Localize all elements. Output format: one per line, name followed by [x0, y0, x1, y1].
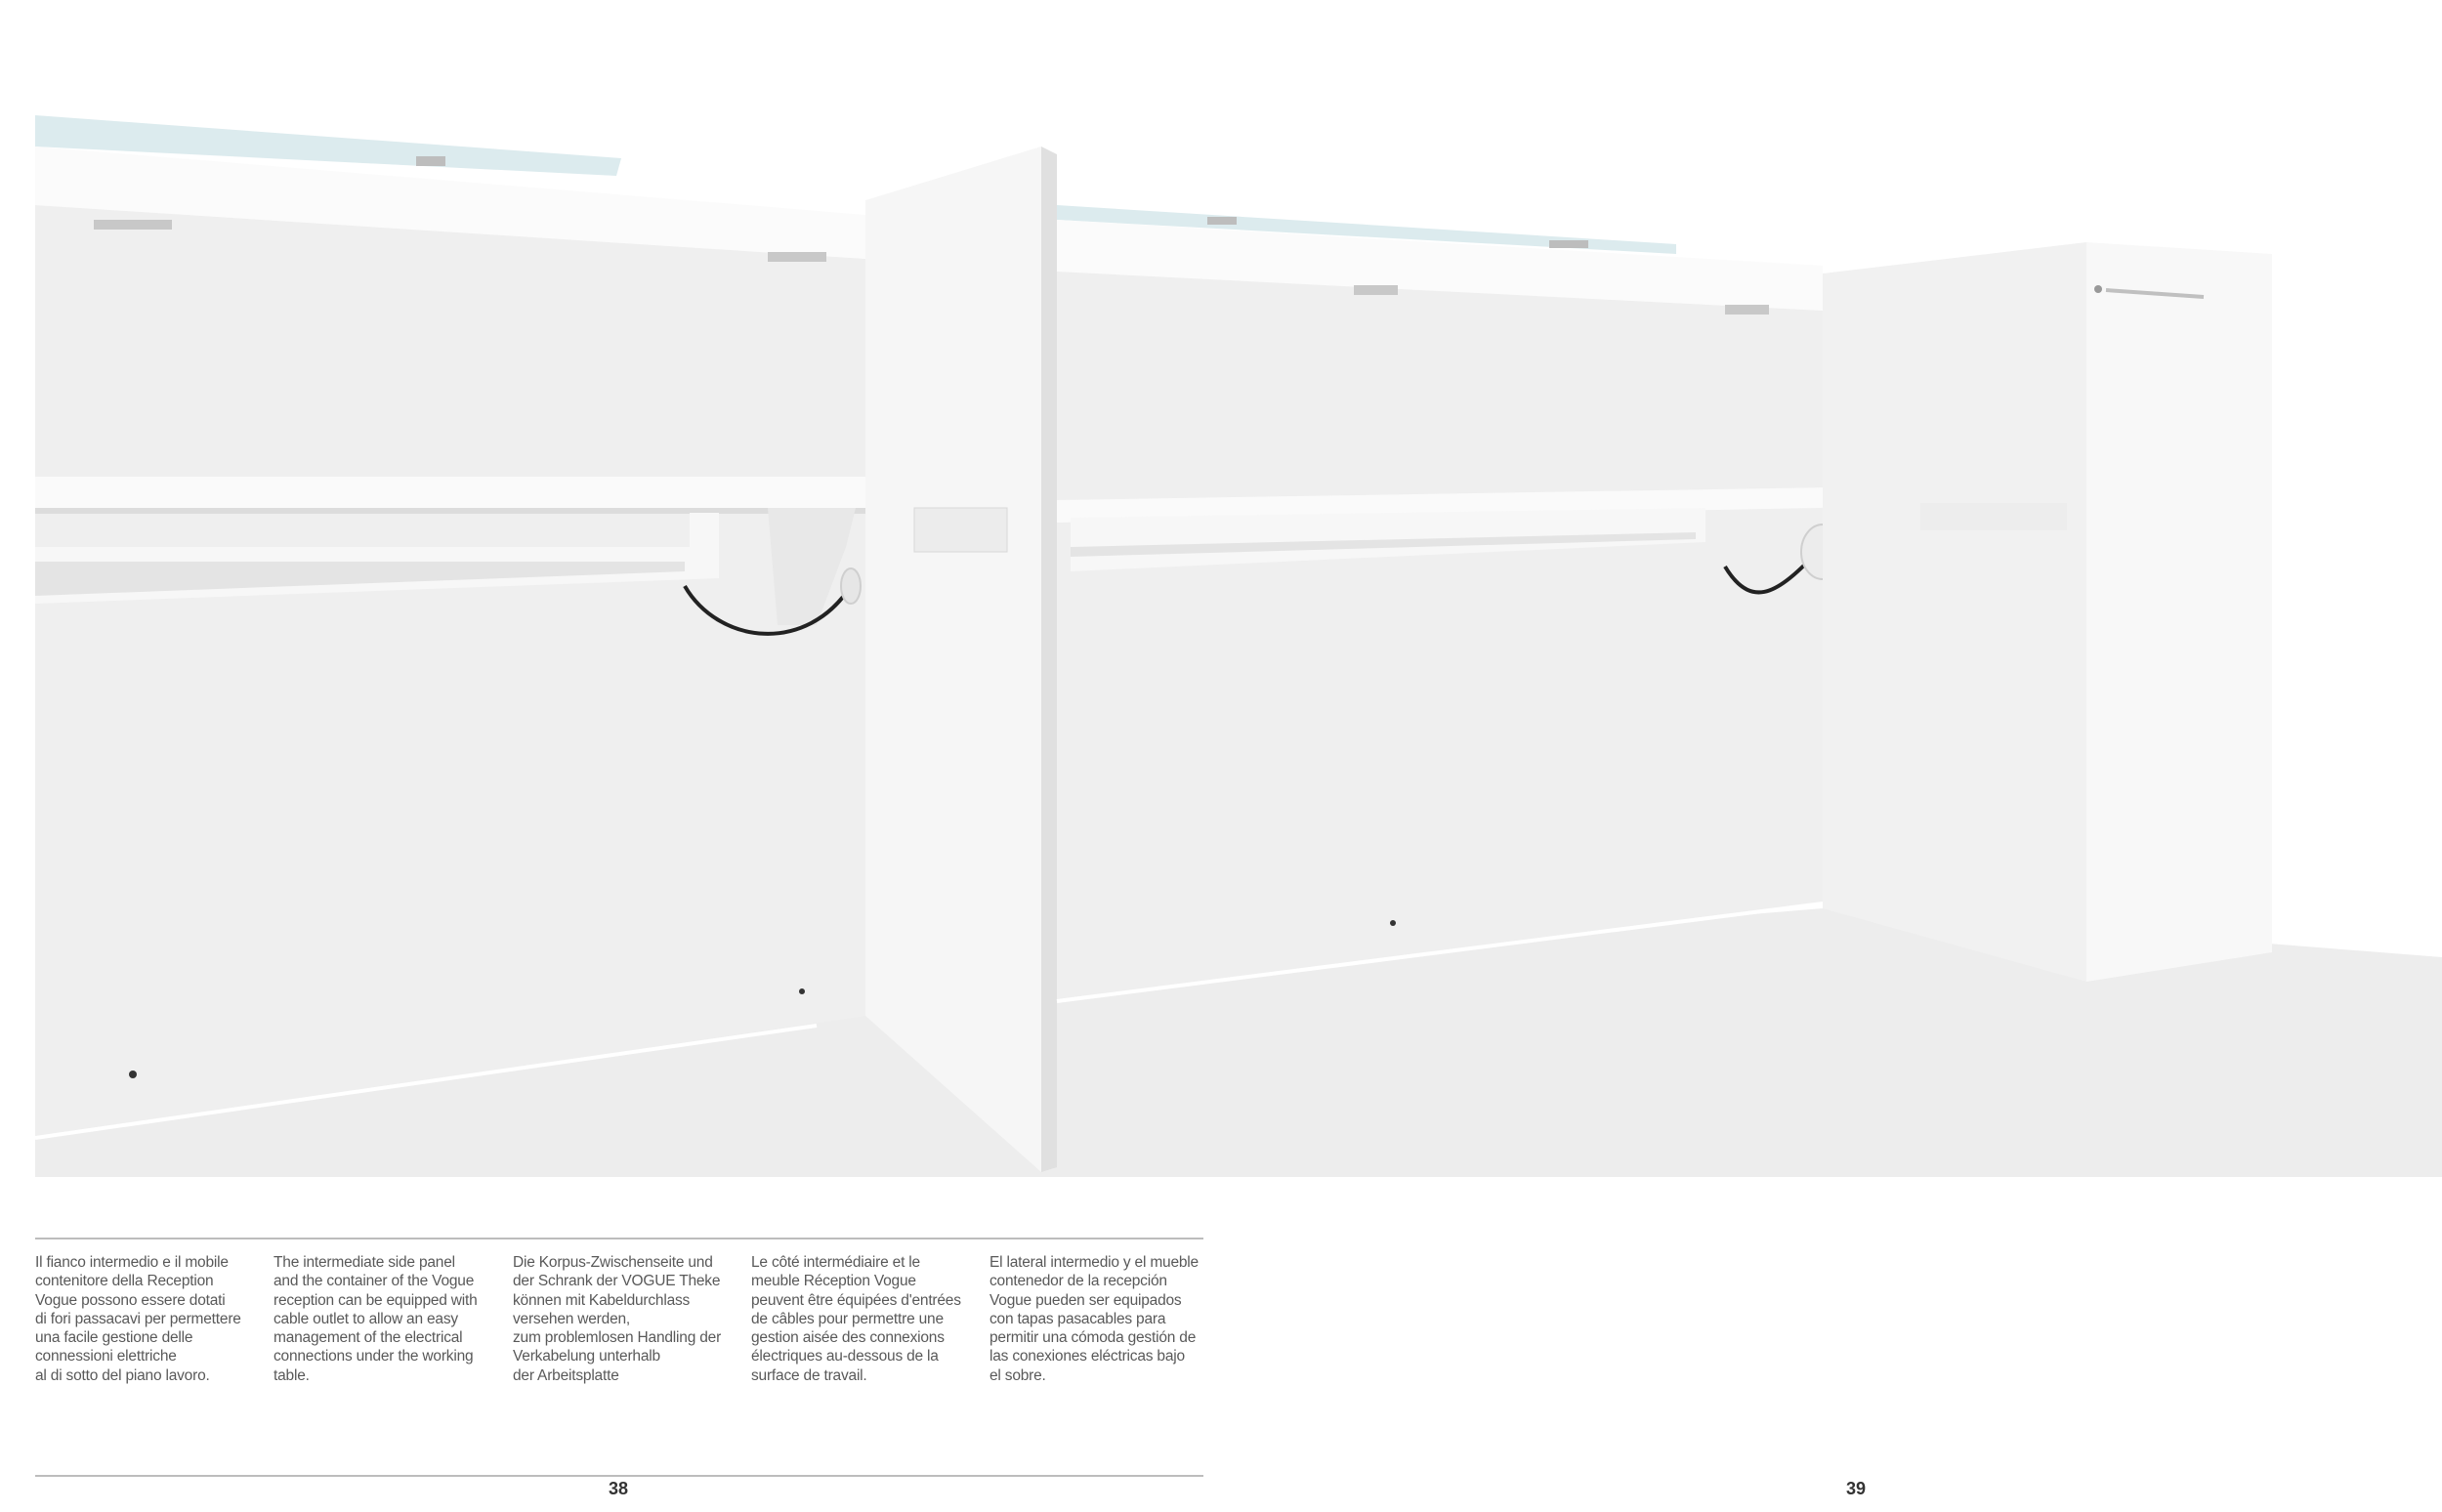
- intermediate-side-panel: [865, 147, 1057, 1172]
- product-photo: [35, 0, 2442, 1177]
- middle-screw: [1390, 920, 1396, 926]
- page-number-right: 39: [1846, 1479, 1867, 1498]
- middle-hinge: [1354, 285, 1398, 295]
- side-panel-connector: [914, 508, 1007, 552]
- left-cable-outlet: [841, 568, 861, 604]
- page-number-left: 38: [609, 1479, 629, 1498]
- cabinet-shelf-joint: [1920, 503, 2067, 530]
- caption-italian: Il fianco intermedio e il mobile contenitore della Reception Vogue possono essere dotati di fori passacavi per permettere una facile gestione delle connessioni elettriche al di sotto del piano lavoro.: [35, 1254, 241, 1384]
- left-hinge-2: [768, 252, 826, 262]
- middle-glass-clip: [1207, 217, 1237, 225]
- caption-french: Le côté intermédiaire et le meuble Réception Vogue peuvent être équipées d'entrées de câbles pour permettre une gestion aisée des connexions électriques au-dessous de la surface de travail.: [751, 1254, 961, 1384]
- left-glass-clip: [416, 156, 445, 166]
- left-hinge: [94, 220, 172, 230]
- cabinet-lock: [2094, 285, 2102, 293]
- middle-hinge-2: [1725, 305, 1769, 315]
- container-cabinet: [1823, 242, 2272, 982]
- cabinet-front: [2086, 242, 2272, 982]
- caption-spanish: El lateral intermedio y el mueble contenedor de la recepción Vogue pueden ser equipados con tapas pasacables para permitir una cómoda gestión de las conexiones eléctricas bajo el sobre.: [989, 1254, 1199, 1384]
- left-screw: [129, 1071, 137, 1078]
- multilingual-caption: [35, 1253, 1246, 1400]
- left-screw-2: [799, 988, 805, 994]
- side-panel-face: [865, 147, 1041, 1172]
- side-panel-edge: [1041, 147, 1057, 1172]
- top-divider: [35, 1238, 1203, 1239]
- middle-glass-clip-2: [1549, 240, 1588, 248]
- bottom-divider: [35, 1475, 1203, 1477]
- middle-back-panel: [1057, 272, 1823, 1001]
- caption-english: The intermediate side panel and the container of the Vogue reception can be equipped with cable outlet to allow an easy management of the electrical connections under the working table.: [274, 1254, 478, 1384]
- caption-german: Die Korpus-Zwischenseite und der Schrank der VOGUE Theke können mit Kabeldurchlass versehen werden, zum problemlosen Handling der Verkabelung unterhalb der Arbeitsplatte: [513, 1254, 722, 1384]
- cabinet-side: [1823, 242, 2086, 982]
- left-back-panel: [35, 205, 865, 1138]
